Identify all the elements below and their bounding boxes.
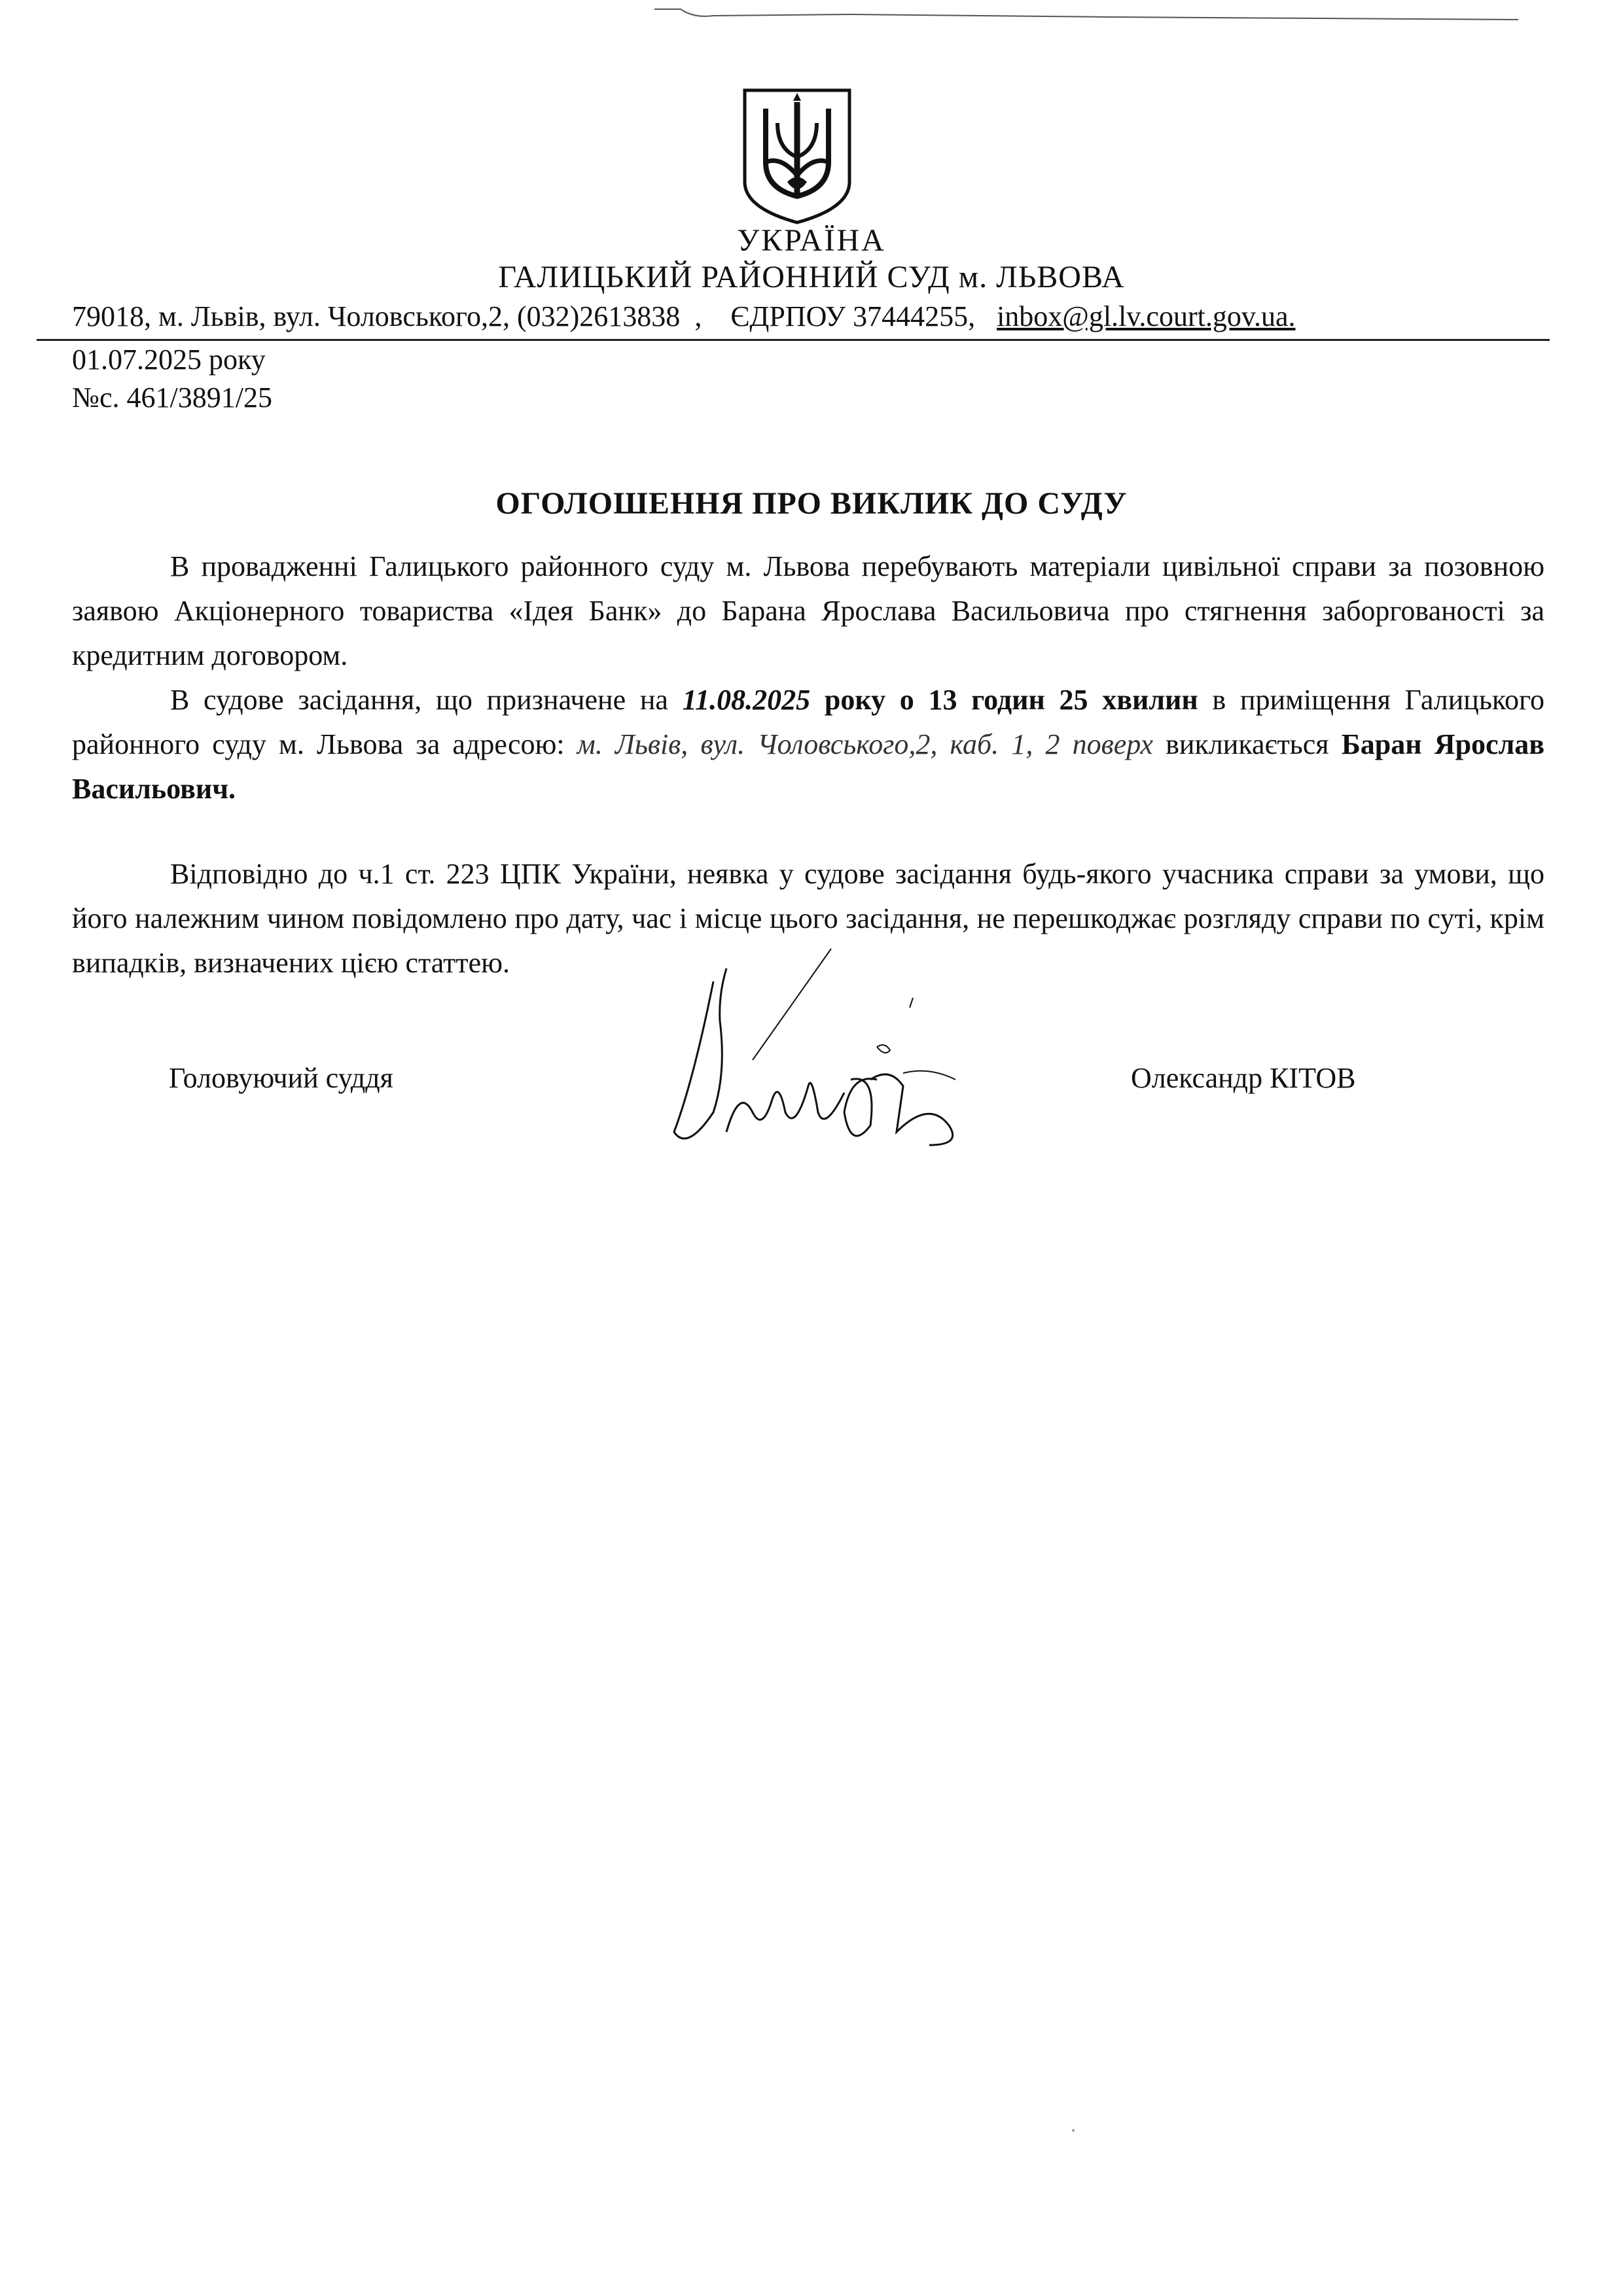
court-address: 79018, м. Львів, вул. Чоловського,2, (032)2613838 [72, 300, 681, 332]
hearing-date: 11.08.2025 [682, 684, 811, 716]
hearing-location: м. Львів, вул. Чоловського,2, каб. 1, 2 поверх [577, 728, 1153, 760]
scan-edge-line [654, 5, 1518, 24]
paragraph-case-description: В провадженні Галицького районного суду м. Львова перебувають матеріали цивільної справи за позовною заявою Акціонерного товариства «Ідея Банк» до Барана Ярослава Васильовича про стягнення заборгованості за кредитним договором. [72, 550, 1544, 671]
judge-role: Головуючий суддя [169, 1062, 393, 1094]
header-divider [37, 339, 1550, 341]
hearing-intro: В судове засідання, що призначене на [170, 684, 683, 716]
scan-speck [1072, 2129, 1075, 2132]
hearing-place-intro: в приміщення Галицького районного суду м. Львова за адресою: [72, 684, 1544, 760]
called-text: викликається [1152, 728, 1342, 760]
country-heading: УКРАЇНА [737, 223, 886, 258]
paragraph-hearing-summons [72, 678, 1544, 811]
summoned-person: Баран Ярослав Васильович. [72, 728, 1545, 805]
document-date: 01.07.2025 року [72, 344, 266, 376]
hearing-time: року о 13 годин 25 хвилин [810, 684, 1198, 716]
judge-name: Олександр КІТОВ [1131, 1062, 1356, 1094]
handwritten-signature [654, 916, 995, 1165]
notice-title: ОГОЛОШЕННЯ ПРО ВИКЛИК ДО СУДУ [495, 486, 1128, 521]
paragraph-legal-basis: Відповідно до ч.1 ст. 223 ЦПК України, неявка у судове засідання будь-якого учасника справи за умови, що його належним чином повідомлено про дату, час і місце цього засідання, не перешкоджає розгляду справи по суті, крім випадків, визначених цією статтею. [72, 858, 1544, 979]
court-email-link[interactable]: inbox@gl.lv.court.gov.ua. [997, 300, 1296, 332]
ukraine-trident-emblem [732, 84, 863, 229]
court-address-line [72, 300, 1544, 333]
court-name-heading: ГАЛИЦЬКИЙ РАЙОННИЙ СУД м. ЛЬВОВА [498, 260, 1125, 294]
case-number: №с. 461/3891/25 [72, 381, 272, 414]
court-edrpou: ЄДРПОУ 37444255, [730, 300, 976, 332]
address-separator: , [687, 300, 724, 332]
